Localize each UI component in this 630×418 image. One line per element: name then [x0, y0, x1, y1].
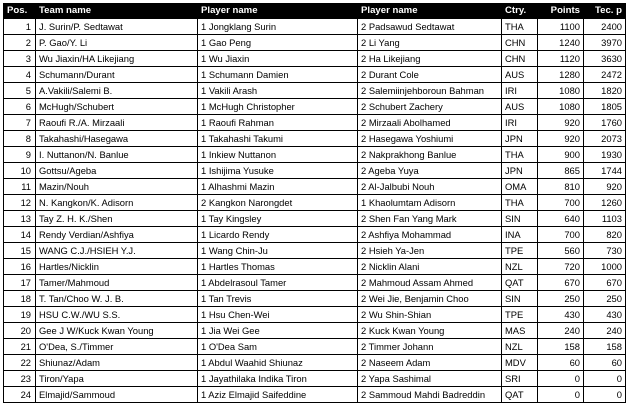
cell-team: Gee J W/Kuck Kwan Young — [36, 323, 198, 339]
cell-country: CHN — [502, 35, 538, 51]
cell-player1: 1 Raoufi Rahman — [198, 115, 358, 131]
header-player1: Player name — [198, 4, 358, 19]
cell-tec: 1930 — [584, 147, 626, 163]
cell-player2: 2 Hsieh Ya-Jen — [358, 243, 502, 259]
cell-country: SIN — [502, 291, 538, 307]
table-row — [4, 211, 626, 227]
cell-tec: 2400 — [584, 19, 626, 35]
cell-country: OMA — [502, 179, 538, 195]
cell-player2: 2 Ha Likejiang — [358, 51, 502, 67]
cell-points: 1280 — [538, 67, 584, 83]
cell-team: Shiunaz/Adam — [36, 355, 198, 371]
cell-team: T. Tan/Choo W. J. B. — [36, 291, 198, 307]
cell-pos: 19 — [4, 307, 36, 323]
cell-player2: 1 Khaolumtam Adisorn — [358, 195, 502, 211]
cell-points: 900 — [538, 147, 584, 163]
cell-pos: 24 — [4, 387, 36, 403]
cell-team: HSU C.W./WU S.S. — [36, 307, 198, 323]
cell-player1: 1 Jayathilaka Indika Tiron — [198, 371, 358, 387]
cell-points: 240 — [538, 323, 584, 339]
cell-tec: 820 — [584, 227, 626, 243]
cell-player1: 2 Kangkon Narongdet — [198, 195, 358, 211]
cell-pos: 11 — [4, 179, 36, 195]
cell-team: I. Nuttanon/N. Banlue — [36, 147, 198, 163]
cell-pos: 9 — [4, 147, 36, 163]
results-table-container — [3, 3, 626, 403]
cell-player1: 1 McHugh Christopher — [198, 99, 358, 115]
cell-points: 920 — [538, 115, 584, 131]
cell-player2: 2 Salemiinjehboroun Bahman — [358, 83, 502, 99]
cell-country: SIN — [502, 211, 538, 227]
cell-player2: 2 Ageba Yuya — [358, 163, 502, 179]
cell-player2: 2 Sammoud Mahdi Badreddin — [358, 387, 502, 403]
cell-team: Elmajid/Sammoud — [36, 387, 198, 403]
cell-pos: 1 — [4, 19, 36, 35]
table-row — [4, 115, 626, 131]
cell-player2: 2 Nicklin Alani — [358, 259, 502, 275]
header-player2: Player name — [358, 4, 502, 19]
header-points: Points — [538, 4, 584, 19]
cell-tec: 920 — [584, 179, 626, 195]
cell-team: Tamer/Mahmoud — [36, 275, 198, 291]
table-row — [4, 307, 626, 323]
cell-team: N. Kangkon/K. Adisorn — [36, 195, 198, 211]
cell-player2: 2 Naseem Adam — [358, 355, 502, 371]
cell-pos: 10 — [4, 163, 36, 179]
cell-player1: 1 Takahashi Takumi — [198, 131, 358, 147]
cell-country: INA — [502, 227, 538, 243]
cell-country: THA — [502, 19, 538, 35]
cell-player2: 2 Durant Cole — [358, 67, 502, 83]
table-row — [4, 67, 626, 83]
cell-points: 640 — [538, 211, 584, 227]
cell-pos: 18 — [4, 291, 36, 307]
table-row — [4, 83, 626, 99]
cell-tec: 250 — [584, 291, 626, 307]
cell-points: 250 — [538, 291, 584, 307]
table-row — [4, 99, 626, 115]
cell-player2: 2 Hasegawa Yoshiumi — [358, 131, 502, 147]
cell-player2: 2 Padsawud Sedtawat — [358, 19, 502, 35]
table-row — [4, 35, 626, 51]
cell-player2: 2 Li Yang — [358, 35, 502, 51]
cell-points: 670 — [538, 275, 584, 291]
cell-tec: 240 — [584, 323, 626, 339]
cell-team: Takahashi/Hasegawa — [36, 131, 198, 147]
cell-points: 1120 — [538, 51, 584, 67]
cell-country: AUS — [502, 99, 538, 115]
cell-player1: 1 Abdul Waahid Shiunaz — [198, 355, 358, 371]
cell-pos: 13 — [4, 211, 36, 227]
results-table — [3, 3, 626, 403]
cell-points: 1240 — [538, 35, 584, 51]
header-tec: Tec. p — [584, 4, 626, 19]
cell-team: Schumann/Durant — [36, 67, 198, 83]
cell-points: 430 — [538, 307, 584, 323]
table-row — [4, 227, 626, 243]
cell-team: Rendy Verdian/Ashfiya — [36, 227, 198, 243]
cell-points: 1080 — [538, 83, 584, 99]
cell-points: 0 — [538, 387, 584, 403]
cell-points: 920 — [538, 131, 584, 147]
cell-team: Tiron/Yapa — [36, 371, 198, 387]
cell-team: O'Dea, S./Timmer — [36, 339, 198, 355]
cell-points: 0 — [538, 371, 584, 387]
cell-tec: 670 — [584, 275, 626, 291]
cell-pos: 14 — [4, 227, 36, 243]
table-row — [4, 387, 626, 403]
table-row — [4, 323, 626, 339]
cell-country: QAT — [502, 387, 538, 403]
cell-pos: 2 — [4, 35, 36, 51]
table-row — [4, 19, 626, 35]
cell-country: THA — [502, 195, 538, 211]
cell-pos: 5 — [4, 83, 36, 99]
cell-team: Raoufi R./A. Mirzaali — [36, 115, 198, 131]
cell-country: TPE — [502, 243, 538, 259]
cell-tec: 430 — [584, 307, 626, 323]
cell-tec: 158 — [584, 339, 626, 355]
table-row — [4, 259, 626, 275]
cell-team: J. Surin/P. Sedtawat — [36, 19, 198, 35]
cell-player1: 1 Vakili Arash — [198, 83, 358, 99]
cell-team: Tay Z. H. K./Shen — [36, 211, 198, 227]
cell-player1: 1 Ishijima Yusuke — [198, 163, 358, 179]
cell-tec: 2073 — [584, 131, 626, 147]
cell-pos: 15 — [4, 243, 36, 259]
cell-pos: 21 — [4, 339, 36, 355]
table-header — [4, 4, 626, 19]
cell-tec: 60 — [584, 355, 626, 371]
cell-player1: 1 Gao Peng — [198, 35, 358, 51]
cell-pos: 20 — [4, 323, 36, 339]
cell-tec: 730 — [584, 243, 626, 259]
cell-tec: 2472 — [584, 67, 626, 83]
cell-pos: 7 — [4, 115, 36, 131]
cell-pos: 16 — [4, 259, 36, 275]
cell-points: 700 — [538, 195, 584, 211]
table-body — [4, 19, 626, 403]
table-row — [4, 371, 626, 387]
cell-points: 810 — [538, 179, 584, 195]
cell-player2: 2 Nakprakhong Banlue — [358, 147, 502, 163]
cell-player1: 1 Wang Chin-Ju — [198, 243, 358, 259]
table-row — [4, 339, 626, 355]
cell-tec: 1000 — [584, 259, 626, 275]
cell-player1: 1 Alhashmi Mazin — [198, 179, 358, 195]
cell-country: AUS — [502, 67, 538, 83]
cell-points: 60 — [538, 355, 584, 371]
cell-player1: 1 Abdelrasoul Tamer — [198, 275, 358, 291]
cell-tec: 1744 — [584, 163, 626, 179]
cell-team: WANG C.J./HSIEH Y.J. — [36, 243, 198, 259]
cell-player2: 2 Mahmoud Assam Ahmed — [358, 275, 502, 291]
cell-country: QAT — [502, 275, 538, 291]
table-row — [4, 179, 626, 195]
cell-team: Mazin/Nouh — [36, 179, 198, 195]
cell-points: 1100 — [538, 19, 584, 35]
cell-tec: 1103 — [584, 211, 626, 227]
cell-pos: 3 — [4, 51, 36, 67]
cell-country: MDV — [502, 355, 538, 371]
table-row — [4, 163, 626, 179]
cell-player1: 1 Jongklang Surin — [198, 19, 358, 35]
cell-player1: 1 Aziz Elmajid Saifeddine — [198, 387, 358, 403]
table-row — [4, 355, 626, 371]
cell-tec: 0 — [584, 371, 626, 387]
cell-country: NZL — [502, 339, 538, 355]
cell-country: CHN — [502, 51, 538, 67]
cell-team: Hartles/Nicklin — [36, 259, 198, 275]
table-row — [4, 291, 626, 307]
cell-pos: 23 — [4, 371, 36, 387]
cell-tec: 1805 — [584, 99, 626, 115]
table-row — [4, 243, 626, 259]
cell-tec: 3630 — [584, 51, 626, 67]
header-team: Team name — [36, 4, 198, 19]
cell-country: THA — [502, 147, 538, 163]
cell-points: 720 — [538, 259, 584, 275]
table-row — [4, 131, 626, 147]
cell-player1: 1 Hartles Thomas — [198, 259, 358, 275]
cell-country: JPN — [502, 163, 538, 179]
cell-player2: 2 Kuck Kwan Young — [358, 323, 502, 339]
cell-country: JPN — [502, 131, 538, 147]
cell-team: McHugh/Schubert — [36, 99, 198, 115]
cell-tec: 1820 — [584, 83, 626, 99]
cell-team: A.Vakili/Salemi B. — [36, 83, 198, 99]
cell-tec: 1260 — [584, 195, 626, 211]
cell-player1: 1 Licardo Rendy — [198, 227, 358, 243]
table-row — [4, 195, 626, 211]
cell-pos: 4 — [4, 67, 36, 83]
cell-pos: 8 — [4, 131, 36, 147]
cell-team: Wu Jiaxin/HA Likejiang — [36, 51, 198, 67]
cell-player1: 1 O'Dea Sam — [198, 339, 358, 355]
cell-country: NZL — [502, 259, 538, 275]
cell-player1: 1 Inkiew Nuttanon — [198, 147, 358, 163]
table-row — [4, 147, 626, 163]
cell-country: MAS — [502, 323, 538, 339]
cell-player2: 2 Yapa Sashimal — [358, 371, 502, 387]
cell-country: IRI — [502, 83, 538, 99]
cell-player1: 1 Jia Wei Gee — [198, 323, 358, 339]
cell-player1: 1 Hsu Chen-Wei — [198, 307, 358, 323]
cell-points: 700 — [538, 227, 584, 243]
cell-pos: 6 — [4, 99, 36, 115]
header-pos: Pos. — [4, 4, 36, 19]
cell-pos: 17 — [4, 275, 36, 291]
cell-pos: 22 — [4, 355, 36, 371]
header-country: Ctry. — [502, 4, 538, 19]
cell-player2: 2 Schubert Zachery — [358, 99, 502, 115]
cell-points: 1080 — [538, 99, 584, 115]
cell-country: IRI — [502, 115, 538, 131]
cell-player1: 1 Tay Kingsley — [198, 211, 358, 227]
cell-player2: 2 Shen Fan Yang Mark — [358, 211, 502, 227]
cell-player2: 2 Mirzaali Abolhamed — [358, 115, 502, 131]
cell-player2: 2 Ashfiya Mohammad — [358, 227, 502, 243]
cell-country: TPE — [502, 307, 538, 323]
cell-points: 865 — [538, 163, 584, 179]
cell-player2: 2 Wu Shin-Shian — [358, 307, 502, 323]
cell-player2: 2 Wei Jie, Benjamin Choo — [358, 291, 502, 307]
cell-player1: 1 Wu Jiaxin — [198, 51, 358, 67]
cell-points: 158 — [538, 339, 584, 355]
cell-player1: 1 Tan Trevis — [198, 291, 358, 307]
table-row — [4, 51, 626, 67]
cell-points: 560 — [538, 243, 584, 259]
cell-team: Gottsu/Ageba — [36, 163, 198, 179]
table-row — [4, 275, 626, 291]
cell-team: P. Gao/Y. Li — [36, 35, 198, 51]
cell-player2: 2 Timmer Johann — [358, 339, 502, 355]
cell-player2: 2 Al-Jalbubi Nouh — [358, 179, 502, 195]
cell-country: SRI — [502, 371, 538, 387]
cell-player1: 1 Schumann Damien — [198, 67, 358, 83]
cell-tec: 3970 — [584, 35, 626, 51]
cell-tec: 0 — [584, 387, 626, 403]
cell-pos: 12 — [4, 195, 36, 211]
cell-tec: 1760 — [584, 115, 626, 131]
header-row — [4, 4, 626, 19]
